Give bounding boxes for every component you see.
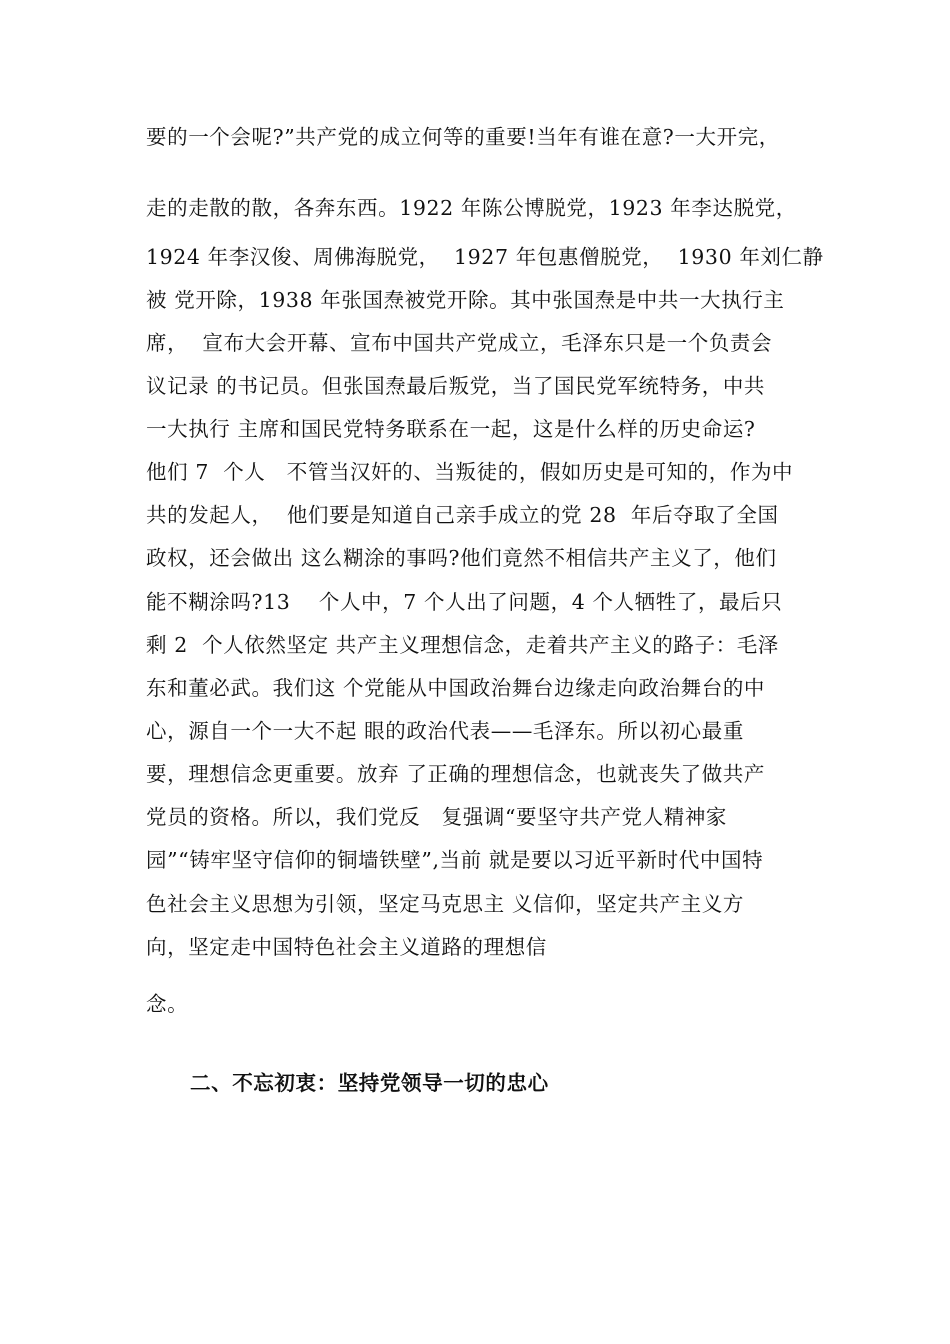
body-text-line: 色社会主义思想为引领，坚定马克思主 义信仰，坚定共产主义方 [146, 892, 744, 916]
body-text-line: 被 党开除，1938 年张国焘被党开除。其中张国焘是中共一大执行主 [146, 288, 785, 312]
body-text-line: 席， 宣布大会开幕、宣布中国共产党成立，毛泽东只是一个负责会 [146, 331, 773, 355]
body-text-line: 要的一个会呢?”共产党的成立何等的重要!当年有谁在意?一大开完， [146, 125, 780, 149]
body-text-line: 共的发起人， 他们要是知道自己亲手成立的党 28 年后夺取了全国 [146, 503, 779, 527]
body-text-line: 议记录 的书记员。但张国焘最后叛党，当了国民党军统特务，中共 [146, 374, 766, 398]
body-text-line: 走的走散的散，各奔东西。1922 年陈公博脱党，1923 年李达脱党， [146, 196, 797, 220]
body-text-line: 园”“铸牢坚守信仰的铜墙铁壁”,当前 就是要以习近平新时代中国特 [146, 848, 764, 872]
body-text-line: 东和董必武。我们这 个党能从中国政治舞台边缘走向政治舞台的中 [146, 676, 766, 700]
body-text-line: 能不糊涂吗?13 个人中，7 个人出了问题，4 个人牺牲了，最后只 [146, 590, 783, 614]
body-text-line: 他们 7 个人 不管当汉奸的、当叛徒的，假如历史是可知的，作为中 [146, 460, 794, 484]
body-text-line: 政权，还会做出 这么糊涂的事吗?他们竟然不相信共产主义了，他们 [146, 546, 777, 570]
body-text-line: 党员的资格。所以，我们党反 复强调“要坚守共产党人精神家 [146, 805, 728, 829]
section-heading: 二、不忘初衷：坚持党领导一切的忠心 [190, 1071, 549, 1095]
body-text-line: 一大执行 主席和国民党特务联系在一起，这是什么样的历史命运? [146, 417, 756, 441]
body-text-line: 念。 [146, 992, 189, 1016]
body-text-line: 要，理想信念更重要。放弃 了正确的理想信念，也就丧失了做共产 [146, 762, 766, 786]
body-text-line: 1924 年李汉俊、周佛海脱党， 1927 年包惠僧脱党， 1930 年刘仁静 [146, 245, 824, 269]
body-text-line: 向，坚定走中国特色社会主义道路的理想信 [146, 935, 547, 959]
body-text-line: 剩 2 个人依然坚定 共产主义理想信念，走着共产主义的路子：毛泽 [146, 633, 779, 657]
body-text-line: 心，源自一个一大不起 眼的政治代表——毛泽东。所以初心最重 [146, 719, 744, 743]
